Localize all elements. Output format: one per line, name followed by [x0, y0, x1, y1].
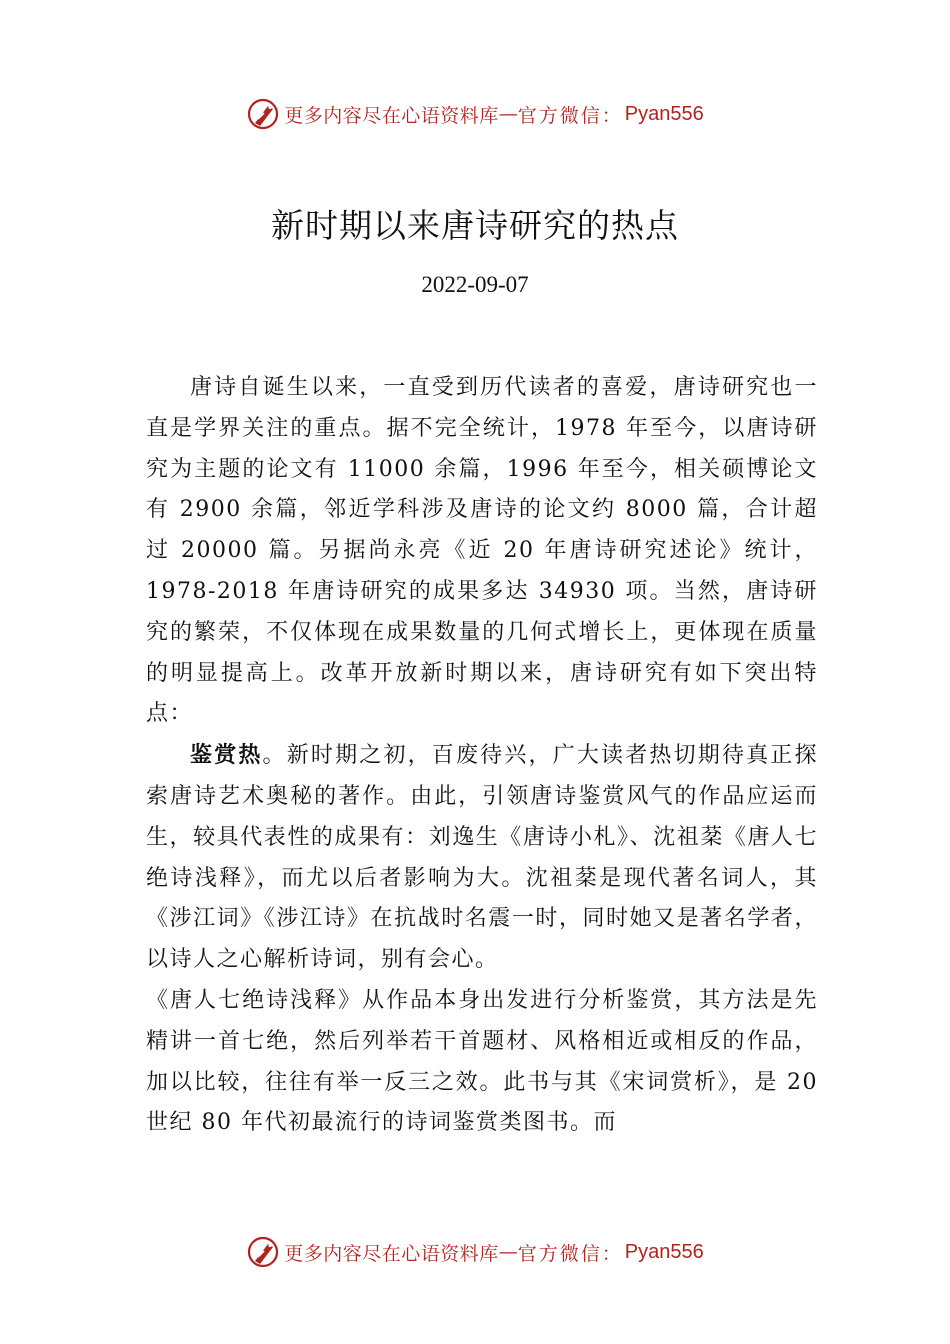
paragraph	[146, 981, 818, 1144]
paragraph-text: 《唐人七绝诗浅释》从作品本身出发进行分析鉴赏，其方法是先精讲一首七绝，然后列举若干首题材、风格相近或相反的作品，加以比较，往往有举一反三之效。此书与其《宋词赏析》，是 20 世纪 80 年代初最流行的诗词鉴赏类图书。而	[146, 987, 818, 1136]
document-title: 新时期以来唐诗研究的热点	[271, 206, 679, 245]
watermark-wechat-label: 官方微信：	[517, 104, 623, 127]
footer-watermark	[0, 1232, 950, 1272]
header-watermark	[0, 94, 950, 134]
watermark-separator: —	[498, 103, 518, 125]
watermark-brand: 更多内容尽在心语资料库	[284, 1242, 499, 1265]
document-date: 2022-09-07	[421, 272, 529, 297]
watermark-wechat-label: 官方微信：	[517, 1242, 623, 1265]
watermark-wechat-id: Pyan556	[624, 102, 704, 125]
pen-nib-logo-icon	[246, 97, 280, 131]
document-body	[146, 368, 818, 1144]
paragraph	[146, 368, 818, 735]
watermark-brand: 更多内容尽在心语资料库	[284, 104, 499, 127]
paragraph-text: 。新时期之初，百废待兴，广大读者热切期待真正探索唐诗艺术奥秘的著作。由此，引领唐诗鉴赏风气的作品应运而生，较具代表性的成果有：刘逸生《唐诗小札》、沈祖棻《唐人七绝诗浅释》，而尤以后者影响为大。沈祖棻是现代著名词人，其《涉江词》《涉江诗》在抗战时名震一时，同时她又是著名学者，以诗人之心解析诗词，别有会心。	[146, 743, 818, 973]
paragraph-text: 唐诗自诞生以来，一直受到历代读者的喜爱，唐诗研究也一直是学界关注的重点。据不完全统计，1978 年至今，以唐诗研究为主题的论文有 11000 余篇，1996 年至今，相关硕博论文有 2900 余篇，邻近学科涉及唐诗的论文约 8000 篇，合计超过 20000 篇。另据尚永亮《近 20 年唐诗研究述论》统计，1978-2018 年唐诗研究的成果多达 34930 项。当然，唐诗研究的繁荣，不仅体现在成果数量的几何式增长上，更体现在质量的明显提高上。改革开放新时期以来，唐诗研究有如下突出特点：	[146, 375, 818, 727]
paragraph-lead: 鉴赏热	[190, 742, 263, 769]
watermark-separator: —	[498, 1241, 518, 1263]
pen-nib-logo-icon	[246, 1235, 280, 1269]
paragraph	[146, 735, 818, 981]
watermark-wechat-id: Pyan556	[624, 1240, 704, 1263]
